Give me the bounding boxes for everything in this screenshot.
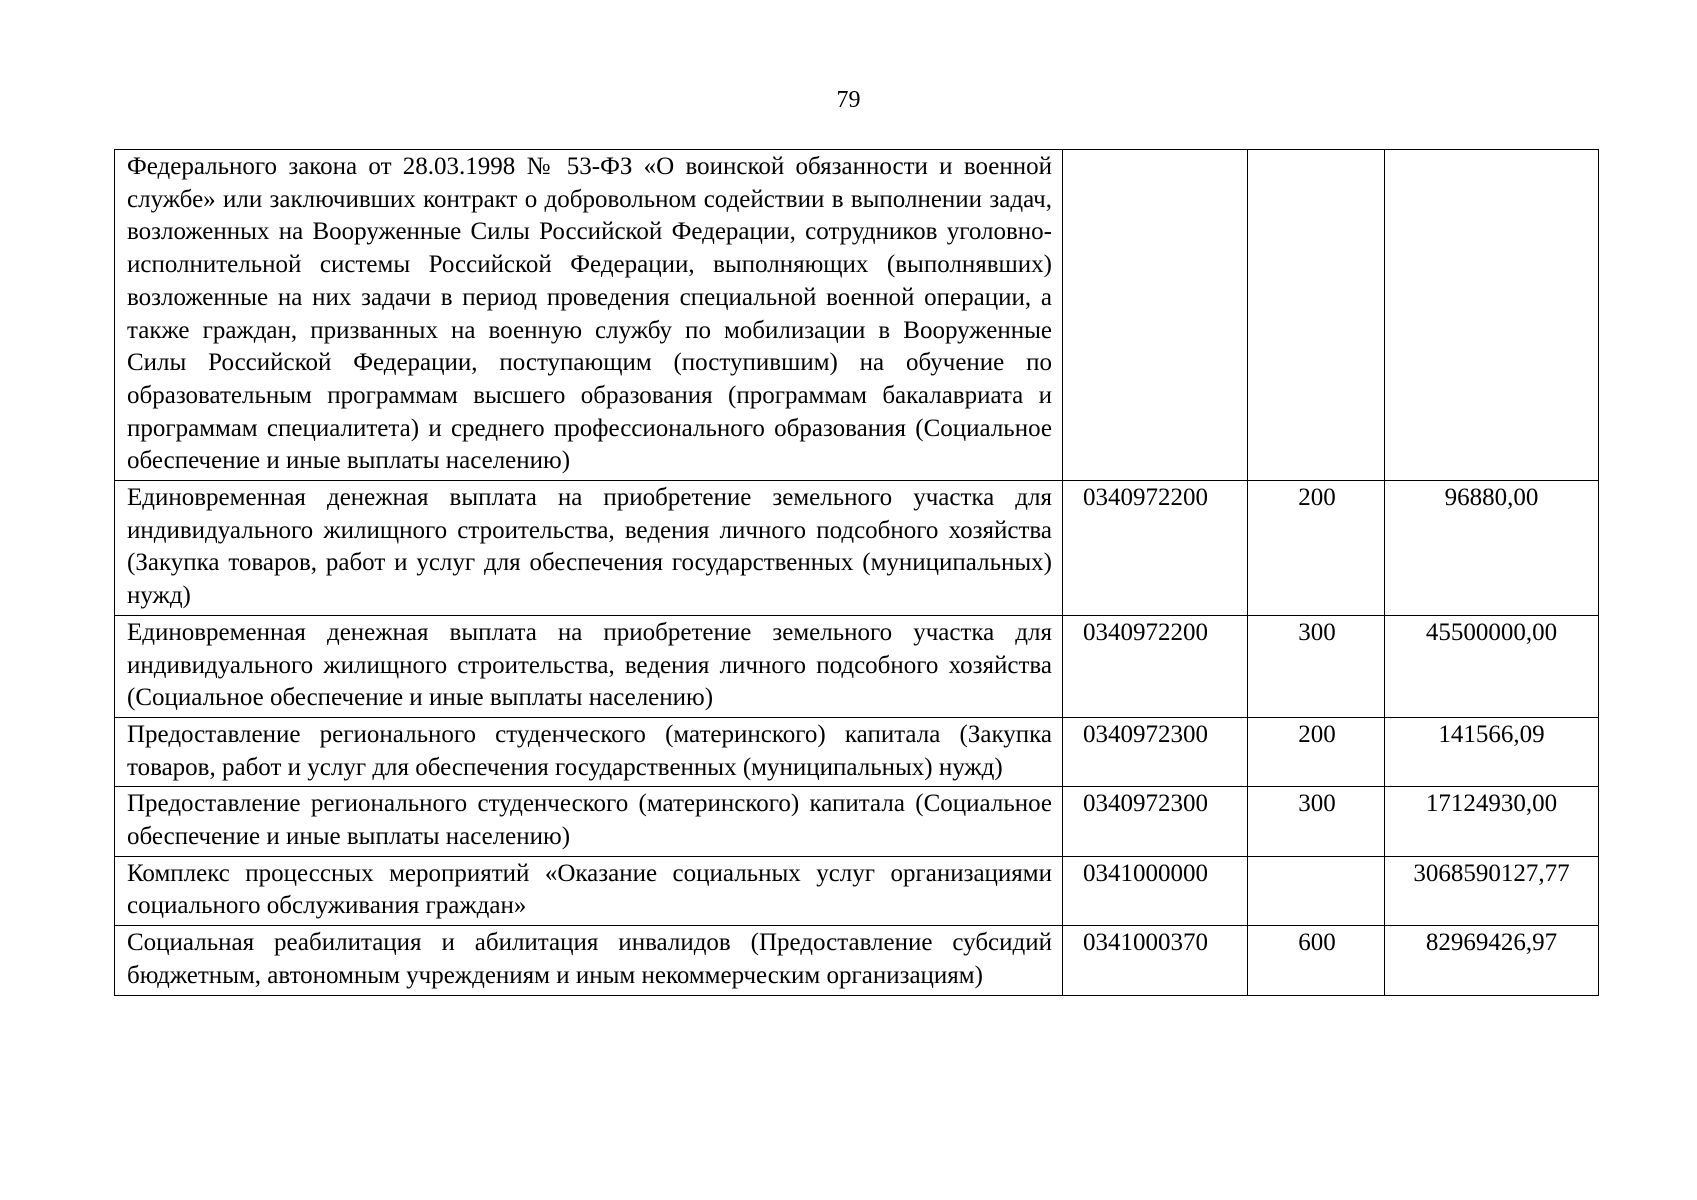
row-target-code: 0340972300 — [1063, 717, 1248, 786]
row-amount: 141566,09 — [1385, 717, 1599, 786]
row-description: Единовременная денежная выплата на приобретение земельного участка для индивидуального жилищного строительства, ведения личного подсобного хозяйства (Закупка товаров, работ и услуг для обеспечения государственных (муниципальных) нужд) — [115, 481, 1063, 616]
row-target-code: 0341000000 — [1063, 856, 1248, 925]
row-description: Единовременная денежная выплата на приобретение земельного участка для индивидуального жилищного строительства, ведения личного подсобного хозяйства (Социальное обеспечение и иные выплаты населению) — [115, 615, 1063, 717]
row-amount: 82969426,97 — [1385, 926, 1599, 995]
row-description: Социальная реабилитация и абилитация инвалидов (Предоставление субсидий бюджетным, автономным учреждениям и иным некоммерческим организациям) — [115, 926, 1063, 995]
row-description: Федерального закона от 28.03.1998 № 53-ФЗ «О воинской обязанности и военной службе» или заключивших контракт о добровольном содействии в выполнении задач, возложенных на Вооруженные Силы Российской Федерации, сотрудников уголовно-исполнительной системы Российской Федерации, выполняющих (выполнявших) возложенные на них задачи в период проведения специальной военной операции, а также граждан, призванных на военную службу по мобилизации в Вооруженные Силы Российской Федерации, поступающим (поступившим) на обучение по образовательным программам высшего образования (программам бакалавриата и программам специалитета) и среднего профессионального образования (Социальное обеспечение и иные выплаты населению) — [115, 150, 1063, 481]
row-description: Комплекс процессных мероприятий «Оказание социальных услуг организациями социального обслуживания граждан» — [115, 856, 1063, 925]
row-target-code: 0340972200 — [1063, 481, 1248, 616]
row-expense-type: 200 — [1248, 717, 1385, 786]
row-amount — [1385, 150, 1599, 481]
table-row — [115, 926, 1599, 995]
row-expense-type — [1248, 150, 1385, 481]
row-amount: 3068590127,77 — [1385, 856, 1599, 925]
row-expense-type: 200 — [1248, 481, 1385, 616]
table-row — [115, 615, 1599, 717]
row-amount: 17124930,00 — [1385, 787, 1599, 856]
row-target-code — [1063, 150, 1248, 481]
row-description: Предоставление регионального студенческого (материнского) капитала (Закупка товаров, работ и услуг для обеспечения государственных (муниципальных) нужд) — [115, 717, 1063, 786]
row-target-code: 0341000370 — [1063, 926, 1248, 995]
table-row — [115, 787, 1599, 856]
row-expense-type: 300 — [1248, 787, 1385, 856]
page-number: 79 — [836, 87, 861, 113]
row-expense-type — [1248, 856, 1385, 925]
row-target-code: 0340972200 — [1063, 615, 1248, 717]
table-row — [115, 856, 1599, 925]
row-target-code: 0340972300 — [1063, 787, 1248, 856]
row-amount: 96880,00 — [1385, 481, 1599, 616]
table-row — [115, 717, 1599, 786]
row-amount: 45500000,00 — [1385, 615, 1599, 717]
table-row — [115, 150, 1599, 481]
row-description: Предоставление регионального студенческого (материнского) капитала (Социальное обеспечение и иные выплаты населению) — [115, 787, 1063, 856]
row-expense-type: 300 — [1248, 615, 1385, 717]
budget-table — [114, 149, 1599, 996]
table-row — [115, 481, 1599, 616]
row-expense-type: 600 — [1248, 926, 1385, 995]
